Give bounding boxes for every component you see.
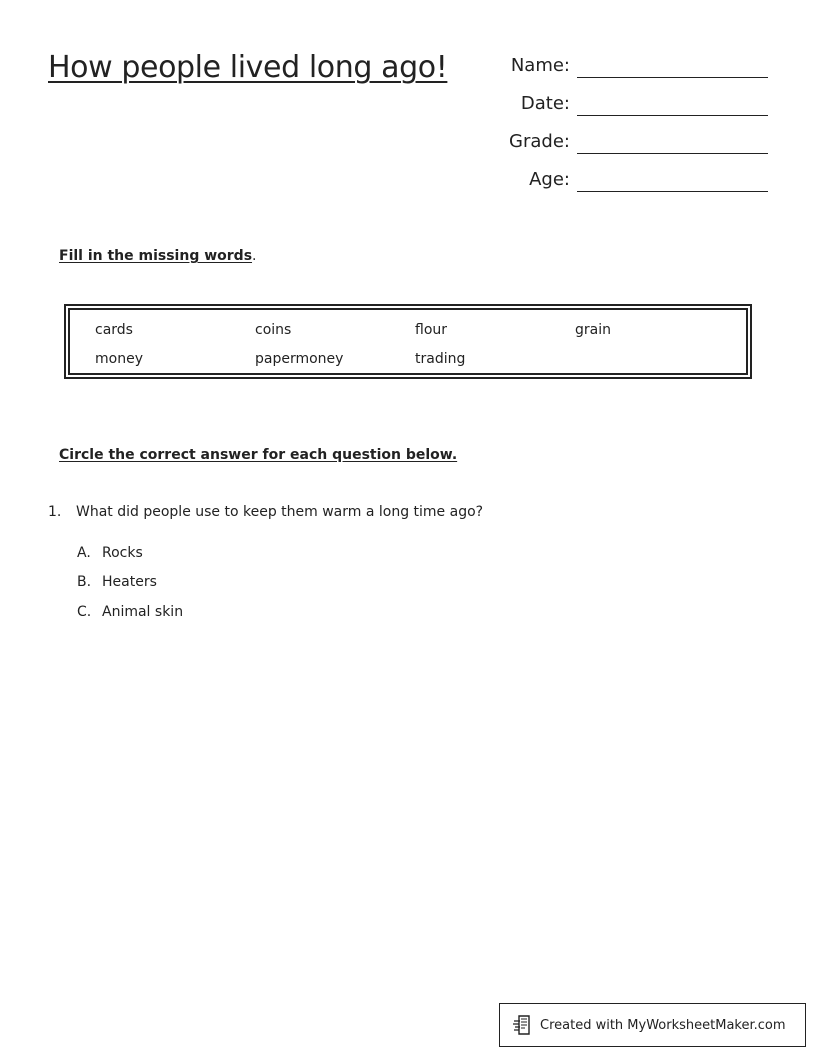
fill-in-heading — [59, 248, 256, 264]
answer-option-b[interactable] — [77, 574, 157, 590]
fill-in-heading-text: Fill in the missing words — [59, 248, 253, 264]
grade-line[interactable] — [577, 153, 768, 154]
option-letter: B. — [77, 574, 92, 590]
grade-field[interactable] — [460, 124, 768, 154]
name-line[interactable] — [577, 77, 768, 78]
word-bank-item: cards — [95, 322, 133, 338]
grade-label: Grade: — [509, 131, 570, 152]
question-text: What did people use to keep them warm a long time ago? — [76, 504, 484, 520]
question-1 — [48, 504, 483, 520]
name-field[interactable] — [460, 48, 768, 78]
fill-in-heading-suffix: . — [252, 248, 257, 264]
option-text: Heaters — [102, 574, 157, 590]
date-label: Date: — [520, 93, 570, 114]
worksheet-title: How people lived long ago! — [48, 50, 448, 85]
footer-badge[interactable] — [499, 1003, 806, 1047]
multiple-choice-heading — [59, 447, 457, 463]
word-bank-item: coins — [255, 322, 292, 338]
multiple-choice-heading-text: Circle the correct answer for each question below. — [59, 447, 458, 463]
option-letter: C. — [77, 604, 92, 620]
answer-option-c[interactable] — [77, 604, 183, 620]
age-field[interactable] — [460, 162, 768, 192]
word-bank — [64, 304, 752, 379]
word-bank-item: grain — [575, 322, 611, 338]
question-number: 1. — [48, 504, 62, 520]
word-bank-inner — [68, 308, 748, 375]
option-letter: A. — [77, 545, 91, 561]
answer-option-a[interactable] — [77, 545, 143, 561]
date-line[interactable] — [577, 115, 768, 116]
option-text: Rocks — [102, 545, 143, 561]
option-text: Animal skin — [102, 604, 184, 620]
date-field[interactable] — [460, 86, 768, 116]
footer-text: Created with MyWorksheetMaker.com — [540, 1017, 786, 1033]
word-bank-item: money — [95, 351, 143, 367]
name-label: Name: — [510, 55, 570, 76]
age-line[interactable] — [577, 191, 768, 192]
age-label: Age: — [529, 169, 570, 190]
word-bank-item: flour — [415, 322, 448, 338]
word-bank-item: trading — [415, 351, 466, 367]
word-bank-item: papermoney — [255, 351, 344, 367]
worksheet-maker-logo-icon — [512, 1014, 534, 1036]
